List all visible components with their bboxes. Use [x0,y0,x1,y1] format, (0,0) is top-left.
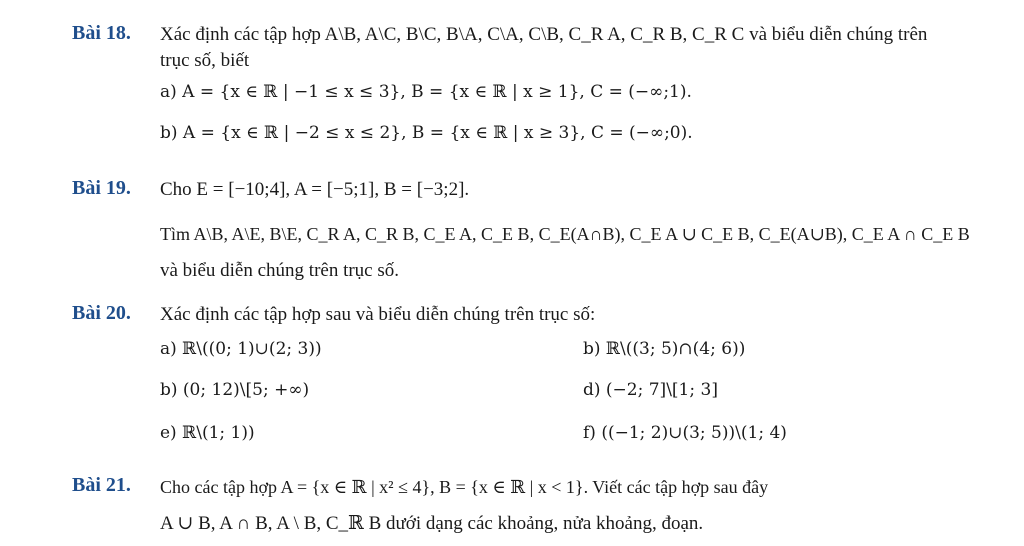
exercise-19-number: Bài 19. [72,177,131,199]
exercise-19-task-line2: và biểu diễn chúng trên trục số. [160,260,400,281]
exercise-18-part-b: b) A = {x ∈ ℝ | −2 ≤ x ≤ 2}, B = {x ∈ ℝ | x ≥ 3}, C = (−∞;0). [160,123,693,143]
exercise-20-part-b-left: b) (0; 12)\[5; +∞) [160,380,310,400]
exercise-18-part-a: a) A = {x ∈ ℝ | −1 ≤ x ≤ 3}, B = {x ∈ ℝ | x ≥ 1}, C = (−∞;1). [160,82,692,102]
exercise-20-part-d: d) (−2; 7]\[1; 3] [583,380,718,400]
exercise-20-part-e: e) ℝ\(1; 1)) [160,423,255,443]
exercise-20-part-f: f) ((−1; 2)∪(3; 5))\(1; 4) [583,423,787,443]
exercise-18-statement-line2: trục số, biết [160,50,250,71]
exercise-21-statement-line2: A ∪ B, A ∩ B, A \ B, C_ℝ B dưới dạng các khoảng, nửa khoảng, đoạn. [160,513,704,534]
exercise-20-part-b-right: b) ℝ\((3; 5)∩(4; 6)) [583,339,746,359]
exercise-18-number: Bài 18. [72,22,131,44]
exercise-20-number: Bài 20. [72,302,131,324]
exercise-19-given-sets: Cho E = [−10;4], A = [−5;1], B = [−3;2]. [160,179,470,200]
exercise-20-statement: Xác định các tập hợp sau và biểu diễn chúng trên trục số: [160,304,596,325]
exercise-19-task-line1: Tìm A\B, A\E, B\E, C_R A, C_R B, C_E A, C_E B, C_E(A∩B), C_E A ∪ C_E B, C_E(A∪B), C_E A ∩ C_E B [160,224,970,244]
exercise-20-part-a: a) ℝ\((0; 1)∪(2; 3)) [160,339,322,359]
exercise-21-number: Bài 21. [72,474,131,496]
exercise-21-statement-line1: Cho các tập hợp A = {x ∈ ℝ | x² ≤ 4}, B = {x ∈ ℝ | x < 1}. Viết các tập hợp sau đây [160,477,769,497]
exercise-18-statement-line1: Xác định các tập hợp A\B, A\C, B\C, B\A, C\A, C\B, C_R A, C_R B, C_R C và biểu diễn chúng trên [160,24,928,45]
